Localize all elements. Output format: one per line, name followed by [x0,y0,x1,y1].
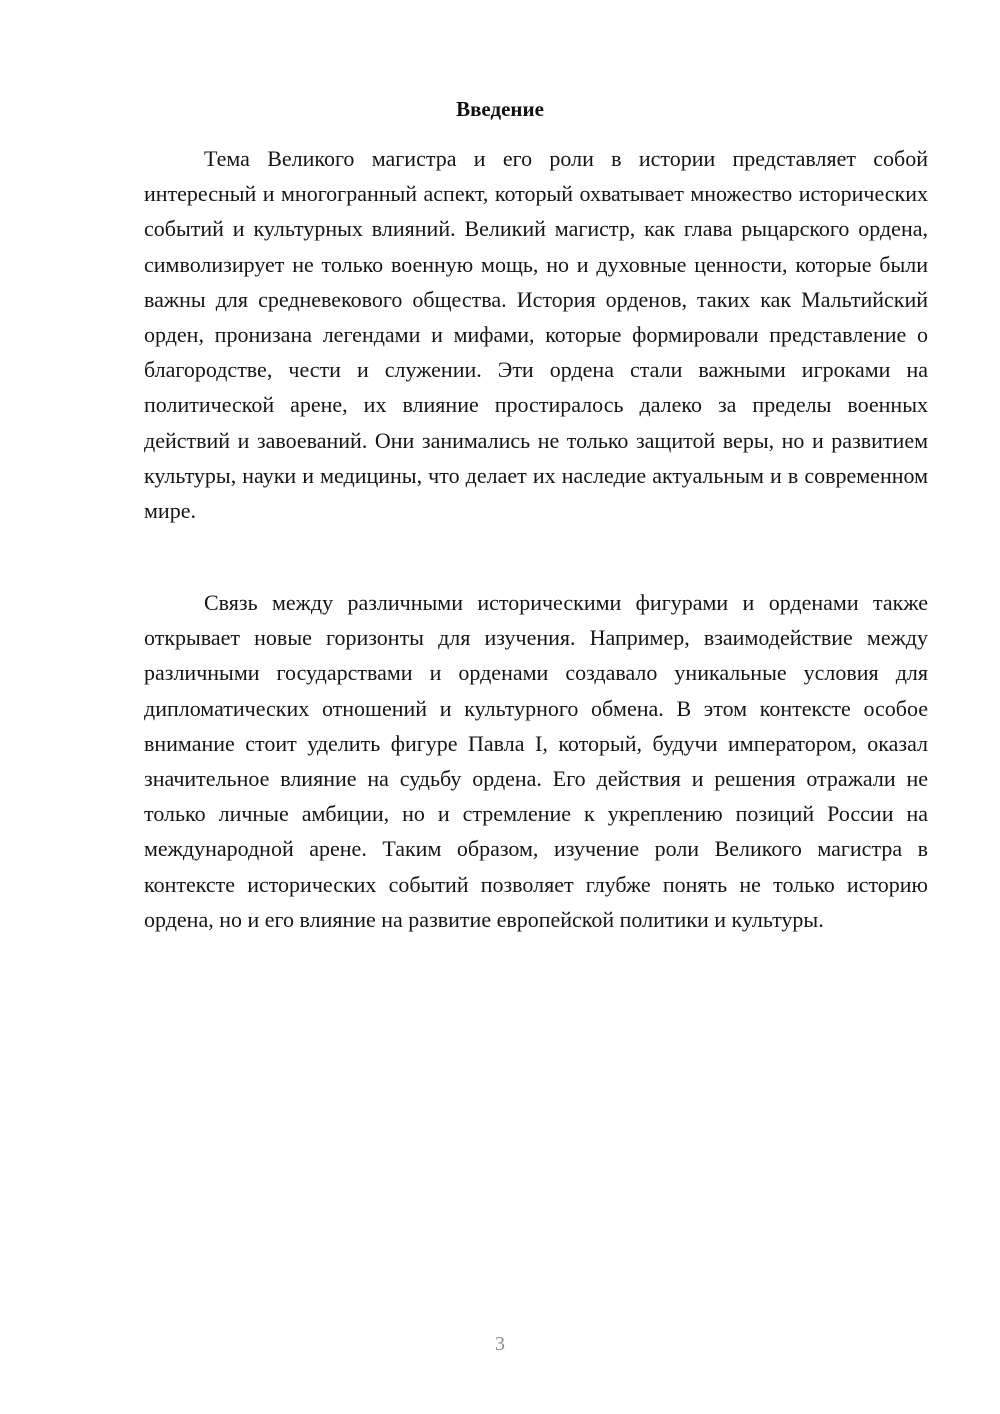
section-heading: Введение [456,97,544,121]
page-number: 3 [495,1333,505,1355]
paragraph-2: Связь между различными историческими фигурами и орденами также открывает новые горизонты для изучения. Например, взаимодействие между различными государствами и орденами создавало уникальные условия для дипломатических отношений и культурного обмена. В этом контексте особое внимание стоит уделить фигуре Павла I, который, будучи императором, оказал значительное влияние на судьбу ордена. Его действия и решения отражали не только личные амбиции, но и стремление к укреплению позиций России на международной арене. Таким образом, изучение роли Великого магистра в контексте исторических событий позволяет глубже понять не только историю ордена, но и его влияние на развитие европейской политики и культуры. [144,590,928,932]
paragraph-2-container [144,585,928,937]
paragraph-1-container [144,141,928,528]
paragraph-1: Тема Великого магистра и его роли в истории представляет собой интересный и многогранный аспект, который охватывает множество исторических событий и культурных влияний. Великий магистр, как глава рыцарского ордена, символизирует не только военную мощь, но и духовные ценности, которые были важны для средневекового общества. История орденов, таких как Мальтийский орден, пронизана легендами и мифами, которые формировали представление о благородстве, чести и служении. Эти ордена стали важными игроками на политической арене, их влияние простиралось далеко за пределы военных действий и завоеваний. Они занимались не только защитой веры, но и развитием культуры, науки и медицины, что делает их наследие актуальным и в современном мире. [144,146,928,524]
